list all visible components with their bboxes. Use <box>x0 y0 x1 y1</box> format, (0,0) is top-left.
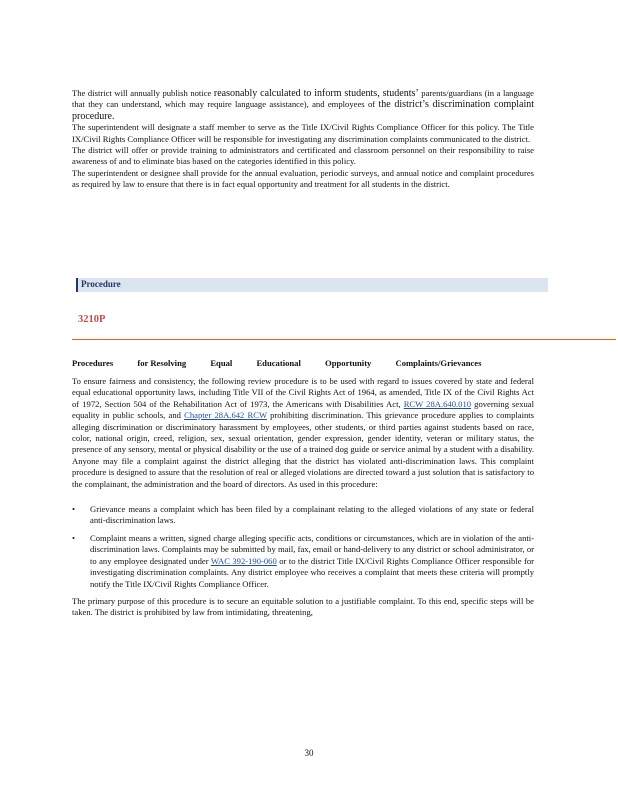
procedure-code: 3210P <box>78 314 106 325</box>
list-item <box>72 533 534 590</box>
procedure-label: Procedure <box>81 279 121 289</box>
heading-word: Procedures <box>72 358 114 368</box>
notice-text-a: The district will annually publish notice <box>72 88 212 98</box>
notice-text-d: the district’s discrimination complaint procedure. <box>72 99 535 122</box>
heading-word: Opportunity <box>325 358 372 368</box>
complaint-definition-b: or to the district Title IX/Civil Rights Compliance Officer responsible for investigating discrimination complaints. Any district employee who receives a complaint that meets these criteria will promptly notify the Title IX/Civil Rights Compliance Officer. <box>90 555 534 589</box>
scope-text-b: governing sexual equality in public schools, and <box>72 398 535 421</box>
complaint-definition-a: Complaint means a written, signed charge alleging specific acts, conditions or circumstances, which are in violation of the anti-discrimination laws. Complaints may be submitted by mail, fax, email or hand-delivery to any district or school administrator, or to any employee designated under <box>90 532 534 566</box>
procedure-body <box>72 376 534 619</box>
list-item <box>72 504 534 527</box>
heading-word: Educational <box>256 358 301 368</box>
section-divider <box>72 339 616 340</box>
purpose-paragraph: The primary purpose of this procedure is to secure an equitable solution to a justifiable complaint. To this end, specific steps will be taken. The district is prohibited by law from intimidating, threatening, <box>72 595 534 618</box>
procedure-section-bar <box>76 278 548 292</box>
grievance-definition: Grievance means a complaint which has been filed by a complainant relating to the alleged violations of any state or federal anti-discrimination laws. <box>90 504 534 526</box>
compliance-officer-paragraph: The superintendent will designate a staff member to serve as the Title IX/Civil Rights Compliance Officer for this policy. The Title IX/Civil Rights Compliance Officer will be responsible for investigating any discrimination complaints communicated to the district. <box>72 122 534 144</box>
procedure-heading <box>72 358 532 368</box>
scope-text-a: To ensure fairness and consistency, the following review procedure is to be used with regard to issues covered by state and federal equal educational opportunity laws, including Title VII of the Civil Rights Act of 1964, as amended, Title IX of the Civil Rights Act of 1972, Section 504 of the Rehabilitation Act of 1973, the Americans with Disabilities Act, <box>72 376 534 409</box>
training-paragraph: The district will offer or provide training to administrators and certificated and classroom personnel on their responsibility to raise awareness of and to eliminate bias based on the categories identified in this policy. <box>72 145 534 167</box>
notice-paragraph <box>72 88 534 122</box>
scope-paragraph <box>72 376 534 490</box>
chapter-rcw-link[interactable]: Chapter 28A.642 RCW <box>184 410 267 421</box>
page-number: 30 <box>304 748 314 758</box>
wac-link[interactable]: WAC 392-190-060 <box>210 555 277 566</box>
notice-text-b: reasonably calculated to inform students, students’ <box>213 88 419 99</box>
evaluation-paragraph: The superintendent or designee shall provide for the annual evaluation, periodic surveys, and annual notice and complaint procedures as required by law to ensure that there is in fact equal opportunity and treatment for all students in the district. <box>72 167 534 190</box>
bullet-icon: • <box>72 532 76 543</box>
notice-text-c: parents/guardians (in a language that they can understand, which may require language assistance), and employees of <box>72 88 534 110</box>
rcw-link[interactable]: RCW 28A.640.010 <box>403 398 472 409</box>
heading-word: Equal <box>210 358 233 368</box>
scope-text-c: prohibiting discrimination. This grievance procedure applies to complaints alleging discrimination or discriminatory harassment by employees, other students, or third parties against students based on race, color, national origin, creed, religion, sex, sexual orientation, gender expression, gender identity, veteran or military status, the presence of any sensory, mental or physical disability or the use of a trained dog guide or service animal by a student with a disability. Anyone may file a complaint against the district alleging that the district has violated anti-discrimination laws. This complaint procedure is designed to assure that the resolution of real or alleged violations are directed toward a just solution that is satisfactory to the complainant, the administration and the board of directors. As used in this procedure: <box>72 410 534 489</box>
bullet-icon: • <box>72 504 76 515</box>
heading-word: for Resolving <box>137 358 187 368</box>
intro-section <box>72 88 534 191</box>
definitions-list <box>72 504 534 590</box>
heading-word: Complaints/Grievances <box>395 358 482 368</box>
